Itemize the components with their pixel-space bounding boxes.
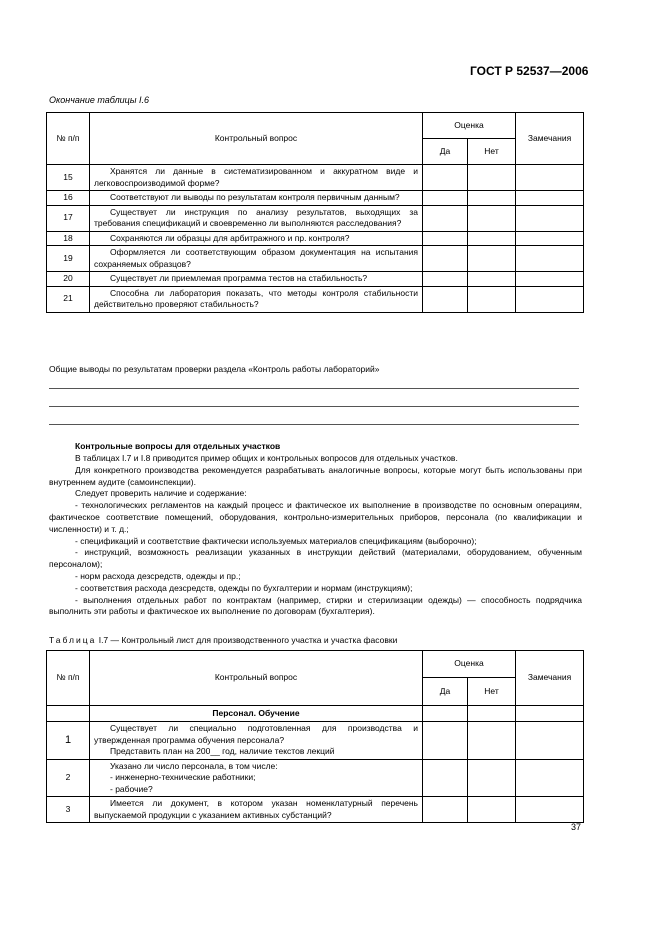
row-question: Имеется ли документ, в котором указан номенклатурный перечень выпускаемой продукции с указанием активных субстанций? [94,798,418,820]
paragraph: Следует проверить наличие и содержание: [75,488,247,499]
page-number: 37 [571,822,582,832]
row-number: 21 [47,286,90,312]
list-item: - технологических регламентов на каждый процесс и фактическое их выполнение в производстве по основным операциям, фактическое соответствие помещений, оборудования, контрольно-измерительных приборов, персонала (по квалификации и численности) и т. д.; [49,500,582,534]
table-i6 [46,112,584,313]
header-yes: Да [423,678,468,706]
paragraph: В таблицах I.7 и I.8 приводится пример общих и контрольных вопросов для отдельных участков. [75,453,458,463]
list-item: - соответствия расхода дезсредств, одежды по бухгалтерии и нормам (инструкциям); [75,582,413,593]
list-item: - спецификаций и соответствие фактически используемых материалов спецификациям (выборочно); [75,535,477,546]
header-num: № п/п [47,113,90,165]
document-header: ГОСТ Р 52537—2006 [470,64,589,78]
header-no: Нет [468,678,516,706]
table-row [47,797,584,823]
list-item: - выполнения отдельных работ по контрактам (например, стирки и стерилизации одежды) — способность подрядчика выполнить эти работы и фактическое их выполнение по договорам (бухгалтерия). [49,594,582,617]
table-row [47,272,584,287]
row-number: 16 [47,191,90,206]
table-row [47,722,584,760]
table-continuation-caption: Окончание таблицы I.6 [49,95,149,105]
table-row [47,246,584,272]
header-question: Контрольный вопрос [90,113,423,165]
table-caption-label: Таблица [49,635,97,645]
row-question: Хранятся ли данные в систематизированном и аккуратном виде и легковоспроизводимой форме? [94,166,418,188]
header-num: № п/п [47,651,90,706]
table-row [47,165,584,191]
paragraph: Для конкретного производства рекомендуется разрабатывать аналогичные вопросы, которые могут быть использованы при внутреннем аудите (самоинспекции). [49,464,582,487]
row-question: Оформляется ли соответствующим образом документация на испытания сохраняемых образцов? [94,247,418,269]
body-text [49,453,582,618]
table-row [47,191,584,206]
conclusion-line-1 [49,388,579,389]
header-yes: Да [423,139,468,165]
table-row [47,231,584,246]
table-caption-text: I.7 — Контрольный лист для производственного участка и участка фасовки [98,635,398,645]
row-number: 15 [47,165,90,191]
row-question: Сохраняются ли образцы для арбитражного и пр. контроля? [110,232,350,243]
row-number: 18 [47,231,90,246]
row-number: 3 [47,797,90,823]
row-number: 17 [47,205,90,231]
header-rating: Оценка [423,113,516,139]
section-title: Контрольные вопросы для отдельных участков [75,441,281,451]
row-question: Существует ли приемлемая программа тестов на стабильность? [110,273,368,283]
table-row [47,286,584,312]
row-number: 1 [47,722,90,760]
row-question: Соответствуют ли выводы по результатам контроля первичным данным? [110,192,400,202]
list-item: - норм расхода дезсредств, одежды и пр.; [75,570,241,581]
header-remarks: Замечания [516,651,584,706]
table-row [47,205,584,231]
header-remarks: Замечания [516,113,584,165]
row-question-item: - инженерно-технические работники; [110,772,256,782]
table-i7-caption [49,635,397,645]
row-number: 2 [47,759,90,797]
table-i7 [46,650,584,823]
header-no: Нет [468,139,516,165]
conclusion-line-2 [49,406,579,407]
conclusion-label: Общие выводы по результатам проверки раздела «Контроль работы лабораторий» [49,364,380,374]
row-question: Существует ли специально подготовленная для производства и утвержденная программа обучения персонала? [94,723,418,745]
list-item: - инструкций, возможность реализации указанных в инструкции действий (материалами, оборудованием, обученным персоналом); [49,547,582,570]
row-question: Способна ли лаборатория показать, что методы контроля стабильности действительно проверяют стабильность? [94,287,418,309]
table-row [47,759,584,797]
row-question-item: - рабочие? [110,783,153,794]
row-number: 19 [47,246,90,272]
row-number: 20 [47,272,90,287]
row-question: Существует ли инструкция по анализу результатов, выходящих за требования спецификаций и своевременно ли выполняются расследования? [94,206,418,228]
header-question: Контрольный вопрос [90,651,423,706]
row-question-note: Представить план на 200__ год, наличие текстов лекций [110,746,335,756]
conclusion-line-3 [49,424,579,425]
header-rating: Оценка [423,651,516,678]
row-question: Указано ли число персонала, в том числе: [110,760,278,771]
section-heading-personnel: Персонал. Обучение [90,706,423,722]
